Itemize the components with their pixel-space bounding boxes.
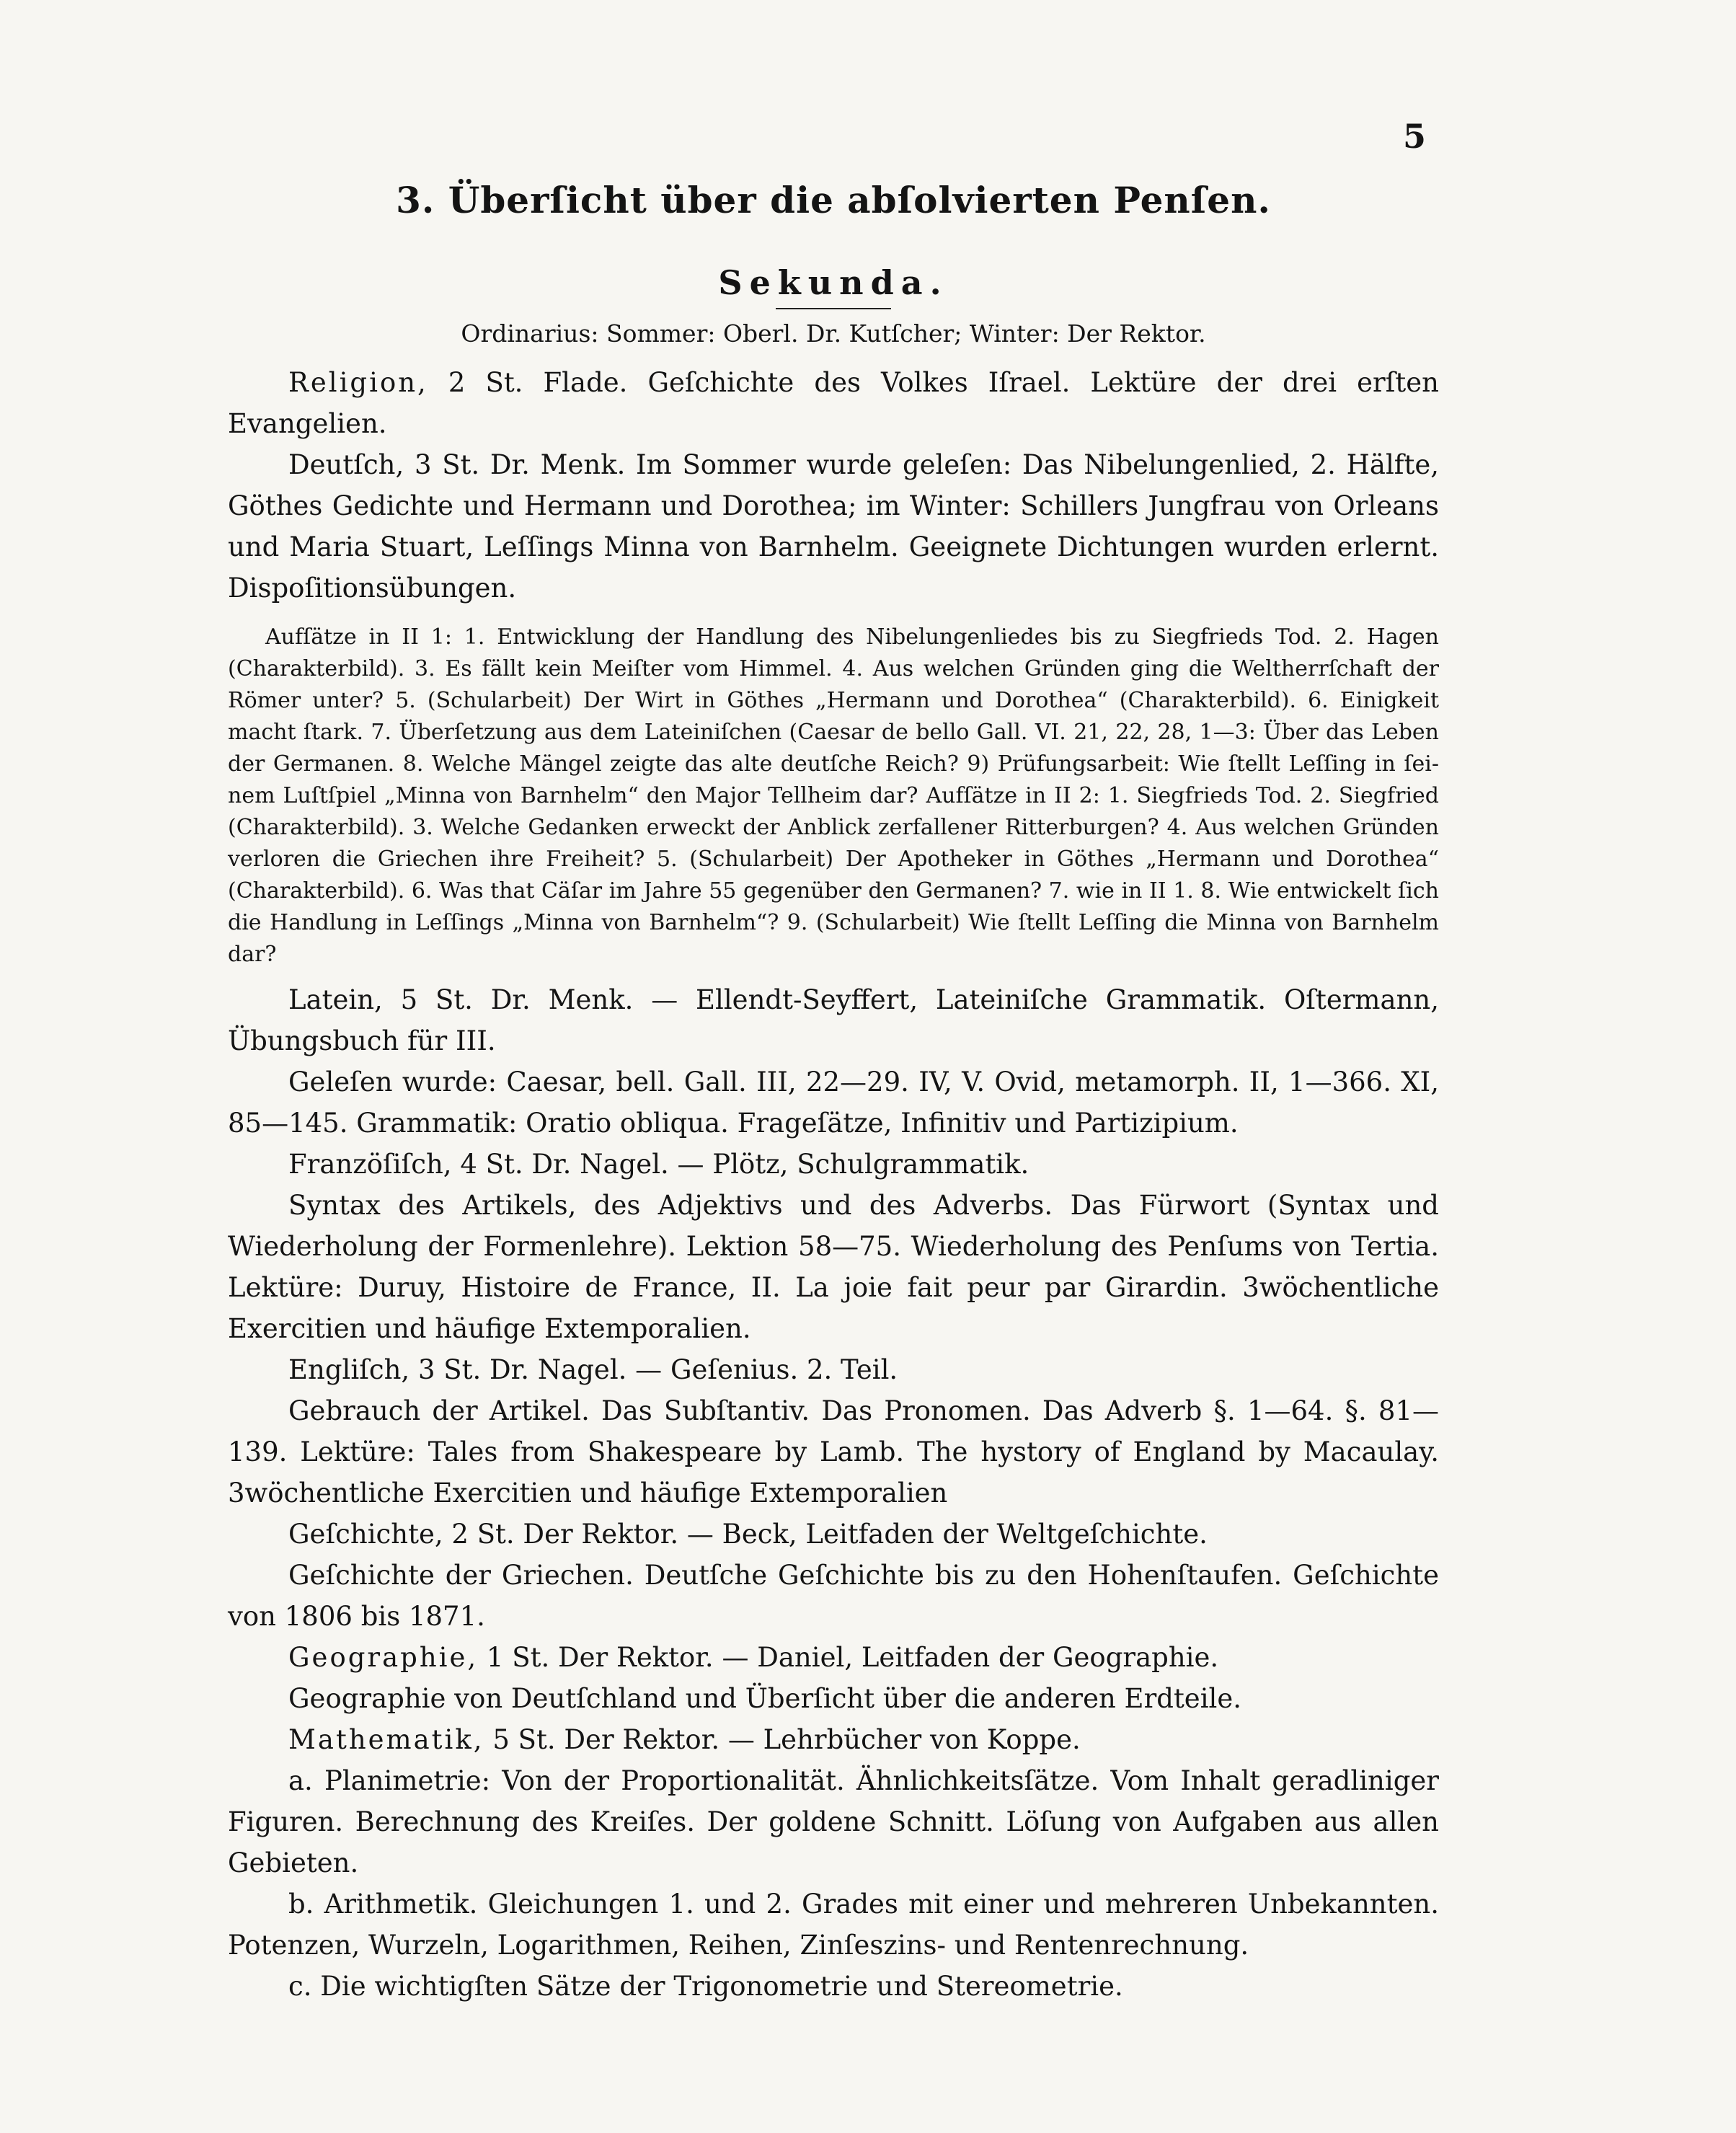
geographie-paragraph <box>228 1637 1439 1678</box>
franzoesisch-subject: Franzöſiſch, <box>288 1149 452 1180</box>
geschichte-paragraph <box>228 1514 1439 1555</box>
geschichte-detail: Geſchichte der Griechen. Deutſche Geſchichte bis zu den Hohenſtaufen. Geſchichte von 1806 bis 1871. <box>228 1560 1439 1632</box>
franzoesisch-paragraph <box>228 1144 1439 1185</box>
religion-paragraph <box>228 362 1439 444</box>
page-number: 5 <box>1402 117 1426 156</box>
latein-subject: Latein, <box>288 984 383 1015</box>
ordinarius-line: Ordinarius: Sommer: Oberl. Dr. Kutſcher; Winter: Der Rektor. <box>461 319 1206 348</box>
class-heading: Sekunda. <box>718 263 949 302</box>
englisch-text: 3 St. Dr. Nagel. — Geſenius. 2. Teil. <box>409 1354 898 1385</box>
deutsch-subject: Deutſch, <box>288 449 404 480</box>
geographie-text: 1 St. Der Rektor. — Daniel, Leitfaden der Geographie. <box>478 1642 1219 1673</box>
mathematik-text: 5 St. Der Rektor. — Lehrbücher von Koppe. <box>484 1724 1081 1755</box>
latein-text: 5 St. Dr. Menk. — Ellendt-Seyffert, Lateiniſche Grammatik. Oſtermann, Übungsbuch für III. <box>228 984 1439 1056</box>
mathematik-subject: Mathematik, <box>288 1724 484 1755</box>
mathematik-item-a: a. Planimetrie: Von der Proportionalität. Ähnlichkeitsſätze. Vom Inhalt geradliniger Figuren. Berechnung des Kreiſes. Der goldene Schnitt. Löſung von Aufgaben aus allen Gebieten. <box>228 1765 1439 1878</box>
heading-divider <box>776 308 891 309</box>
geographie-subject: Geographie, <box>288 1642 479 1673</box>
franzoesisch-detail: Syntax des Artikels, des Adjektivs und des Adverbs. Das Fürwort (Syntax und Wiederholung der Formenlehre). Lektion 58—75. Wiederholung des Penſums von Tertia. Lektüre: Duruy, Histoire de France, II. La joie fait peur par Girardin. 3wöchentliche Exercitien und häufige Extemporalien. <box>228 1190 1439 1344</box>
latein-reading: Geleſen wurde: Caesar, bell. Gall. III, 22—29. IV, V. Ovid, metamorph. II, 1—366. XI, 85—145. Grammatik: Oratio obliqua. Frageſätze, Infinitiv und Partizipium. <box>228 1066 1439 1139</box>
page-content <box>228 179 1439 2007</box>
section-title: 3. Überſicht über die abſolvierten Penſen. <box>396 179 1271 221</box>
geschichte-subject: Geſchichte, <box>288 1519 443 1550</box>
latein-paragraph <box>228 979 1439 1061</box>
religion-text: 2 St. Flade. Geſchichte des Volkes Iſrael. Lektüre der drei erſten Evangelien. <box>228 367 1439 439</box>
geographie-detail: Geographie von Deutſchland und Überſicht über die anderen Erdteile. <box>288 1683 1242 1714</box>
englisch-detail: Gebrauch der Artikel. Das Subſtantiv. Das Pronomen. Das Adverb §. 1—64. §. 81—139. Lektüre: Tales from Shakespeare by Lamb. The hystory of England by Macaulay. 3wöchentliche Exercitien und häufige Extemporalien <box>228 1395 1439 1509</box>
mathematik-paragraph <box>228 1719 1439 1760</box>
geschichte-text: 2 St. Der Rektor. — Beck, Leitfaden der Weltgeſchichte. <box>443 1519 1208 1550</box>
englisch-subject: Engliſch, <box>288 1354 410 1385</box>
englisch-paragraph <box>228 1349 1439 1390</box>
franzoesisch-text: 4 St. Dr. Nagel. — Plötz, Schulgrammatik. <box>451 1149 1029 1180</box>
mathematik-item-b: b. Arithmetik. Gleichungen 1. und 2. Grades mit einer und mehreren Unbekannten. Potenzen, Wurzeln, Logarithmen, Reihen, Zinſeszins- und Rentenrechnung. <box>228 1889 1439 1961</box>
mathematik-item-c: c. Die wichtigſten Sätze der Trigonometrie und Stereometrie. <box>288 1971 1123 2002</box>
religion-subject: Religion, <box>288 367 428 398</box>
deutsch-text: 3 St. Dr. Menk. Im Sommer wurde geleſen: Das Nibelungenlied, 2. Hälfte, Göthes Gedichte und Hermann und Dorothea; im Winter: Schillers Jungfrau von Orleans und Maria Stuart, Leſſings Minna von Barnhelm. Geeignete Dichtungen wurden erlernt. Dispoſitionsübungen. <box>228 449 1439 604</box>
deutsch-paragraph <box>228 444 1439 609</box>
essay-topics: Aufſätze in II 1: 1. Entwicklung der Handlung des Nibelungenliedes bis zu Siegfrieds Tod. 2. Hagen (Charakterbild). 3. Es fällt kein Meiſter vom Himmel. 4. Aus welchen Gründen ging die Weltherrſchaft der Römer unter? 5. (Schularbeit) Der Wirt in Göthes „Hermann und Dorothea“ (Charakterbild). 6. Einigkeit macht ſtark. 7. Überſetzung aus dem Lateiniſchen (Caesar de bello Gall. VI. 21, 22, 28, 1—3: Über das Leben der Germanen. 8. Welche Mängel zeigte das alte deutſche Reich? 9) Prüfungsarbeit: Wie ſtellt Leſſing in ſeinem Luſtſpiel „Minna von Barnhelm“ den Major Tellheim dar? Aufſätze in II 2: 1. Siegfrieds Tod. 2. Siegfried (Charakterbild). 3. Welche Gedanken erweckt der Anblick zerfallener Ritterburgen? 4. Aus welchen Gründen verloren die Griechen ihre Freiheit? 5. (Schularbeit) Der Apotheker in Göthes „Hermann und Dorothea“ (Charakterbild). 6. Was that Cäſar im Jahre 55 gegenüber den Germanen? 7. wie in II 1. 8. Wie entwickelt ſich die Handlung in Leſſings „Minna von Barnhelm“? 9. (Schularbeit) Wie ſtellt Leſſing die Minna von Barnhelm dar? <box>228 624 1439 967</box>
